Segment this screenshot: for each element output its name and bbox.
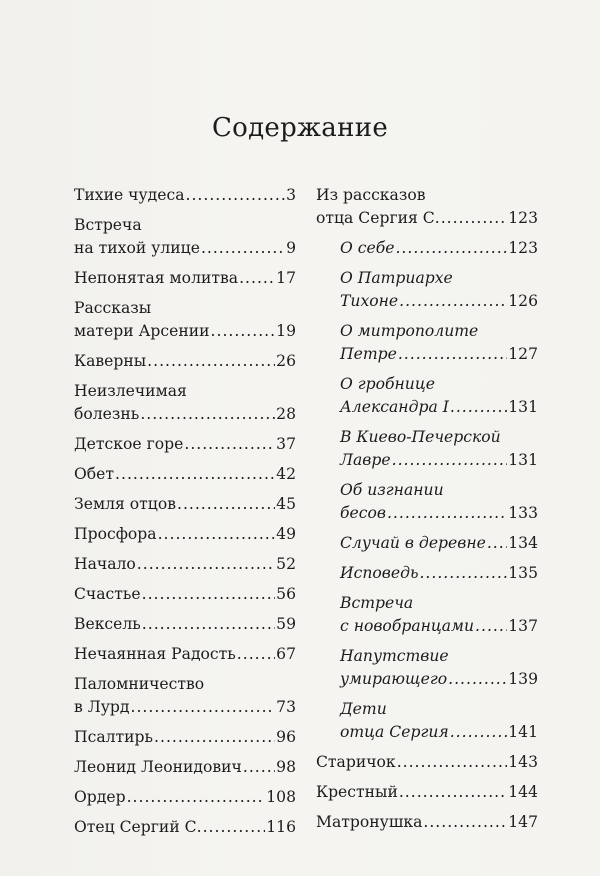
leader-dots <box>387 502 507 525</box>
toc-entry-row <box>74 726 296 749</box>
toc-entry-title-line: Встреча <box>74 216 142 234</box>
toc-entry <box>74 523 296 546</box>
toc-entry-row <box>74 553 296 576</box>
toc-page-number: 98 <box>276 758 296 776</box>
toc-entry-title-line: отца Сергия С. <box>316 209 440 227</box>
toc-entry <box>316 320 538 366</box>
toc-page-number: 42 <box>276 465 296 483</box>
toc-page-number: 123 <box>508 209 538 227</box>
toc-page-number: 137 <box>508 617 538 635</box>
toc-entry-row <box>74 433 296 456</box>
toc-entry-title-line: умирающего <box>340 670 448 688</box>
leader-dots <box>423 811 507 834</box>
toc-entry <box>316 426 538 472</box>
toc-entry-title-line: Земля отцов <box>74 495 176 513</box>
leader-dots <box>158 523 276 546</box>
toc-page-number: 143 <box>508 753 538 771</box>
toc-entry-row <box>316 751 538 774</box>
toc-entry <box>316 267 538 313</box>
toc-entry <box>74 756 296 779</box>
toc-entry-row <box>74 643 296 666</box>
leader-dots <box>243 756 275 779</box>
toc-page-number: 67 <box>276 645 296 663</box>
toc-entry-title-line: Об изгнании <box>340 481 444 499</box>
toc-page-number: 134 <box>508 534 538 552</box>
toc-entry-row <box>74 267 296 290</box>
toc-entry <box>74 673 296 719</box>
toc-entry <box>316 532 538 555</box>
toc-column-left <box>74 184 296 846</box>
toc-entry-row <box>340 562 538 585</box>
toc-entry-title-line: Детское горе <box>74 435 184 453</box>
toc-page-number: 49 <box>276 525 296 543</box>
toc-entry-title-line: Исповедь <box>340 564 419 582</box>
leader-dots <box>237 643 275 666</box>
toc-entry-row <box>340 290 538 313</box>
leader-dots <box>239 267 275 290</box>
toc-entry-title-line: Непонятая молитва <box>74 269 239 287</box>
toc-entry-row <box>340 237 538 260</box>
toc-page-number: 52 <box>276 555 296 573</box>
toc-entry <box>74 297 296 343</box>
page-title: Содержание <box>211 113 389 143</box>
toc-entry-title-line: Случай в деревне <box>340 534 486 552</box>
toc-entry <box>74 786 296 809</box>
toc-entry <box>74 553 296 576</box>
toc-entry <box>316 811 538 834</box>
leader-dots <box>399 290 507 313</box>
leader-dots <box>441 207 508 230</box>
leader-dots <box>392 449 508 472</box>
toc-entry-row <box>340 532 538 555</box>
toc-page-number: 135 <box>508 564 538 582</box>
toc-entry-row <box>340 721 538 744</box>
toc-entry-title-line: Ордер <box>74 788 126 806</box>
toc-page-number: 19 <box>276 322 296 340</box>
toc-entry-row <box>340 615 538 638</box>
toc-page-number: 17 <box>276 269 296 287</box>
toc-entry-title-line: матери Арсении <box>74 322 210 340</box>
toc-entry-title-line: О митрополите <box>340 322 479 340</box>
leader-dots <box>154 726 275 749</box>
toc-entry <box>74 214 296 260</box>
toc-entry <box>74 643 296 666</box>
toc-entry <box>316 479 538 525</box>
toc-entry-title-line: Встреча <box>340 594 414 612</box>
toc-entry <box>316 751 538 774</box>
toc-page-number: 116 <box>266 818 296 836</box>
toc-entry <box>316 781 538 804</box>
toc-entry-title-line: О гробнице <box>340 375 435 393</box>
toc-entry-title-line: Начало <box>74 555 136 573</box>
leader-dots <box>203 816 266 839</box>
toc-page-number: 37 <box>276 435 296 453</box>
leader-dots <box>450 396 507 419</box>
toc-entry-title-line: в Лурд <box>74 698 130 716</box>
toc-entry-title-line: Счастье <box>74 585 141 603</box>
leader-dots <box>131 696 276 719</box>
toc-page-number: 73 <box>276 698 296 716</box>
toc-entry <box>316 237 538 260</box>
toc-entry-title-line: бесов <box>340 504 386 522</box>
toc-entry-title-line: Матронушка <box>316 813 423 831</box>
toc-entry-row <box>74 350 296 373</box>
toc-entry <box>74 433 296 456</box>
toc-entry-title-line: Каверны <box>74 352 147 370</box>
toc-entry-title-line: Псалтирь <box>74 728 154 746</box>
toc-entry-row <box>74 320 296 343</box>
toc-entry <box>74 184 296 207</box>
toc-entry-title-line: Просфора <box>74 525 157 543</box>
toc-entry-title-line: Вексель <box>74 615 141 633</box>
toc-page-number: 141 <box>508 723 538 741</box>
toc-entry-title-line: Дети <box>340 700 387 718</box>
toc-entry-title-line: Рассказы <box>74 299 152 317</box>
leader-dots <box>397 751 508 774</box>
leader-dots <box>147 350 275 373</box>
toc-entry <box>316 698 538 744</box>
toc-entry-title-line: Леонид Леонидович <box>74 758 242 776</box>
toc-page-number: 133 <box>508 504 538 522</box>
toc-page-number: 3 <box>286 186 296 204</box>
toc-entry <box>74 267 296 290</box>
toc-entry-row <box>340 502 538 525</box>
toc-entry <box>316 373 538 419</box>
leader-dots <box>419 562 507 585</box>
toc-entry <box>74 380 296 426</box>
toc-entry <box>74 583 296 606</box>
toc-entry-row <box>316 781 538 804</box>
toc-entry-row <box>74 696 296 719</box>
leader-dots <box>211 320 276 343</box>
leader-dots <box>137 553 275 576</box>
toc-entry-title-line: О Патриархе <box>340 269 453 287</box>
leader-dots <box>395 237 507 260</box>
leader-dots <box>115 463 275 486</box>
toc-page-number: 96 <box>276 728 296 746</box>
toc-column-right <box>316 184 538 841</box>
leader-dots <box>398 343 507 366</box>
toc-page-number: 123 <box>508 239 538 257</box>
toc-entry-title-line: отца Сергия <box>340 723 449 741</box>
toc-page-number: 127 <box>508 345 538 363</box>
toc-page-number: 108 <box>266 788 296 806</box>
toc-entry-row <box>74 237 296 260</box>
toc-page-number: 139 <box>508 670 538 688</box>
leader-dots <box>201 237 285 260</box>
toc-entry <box>316 562 538 585</box>
toc-entry-row <box>340 449 538 472</box>
toc-entry <box>74 726 296 749</box>
toc-page-number: 45 <box>276 495 296 513</box>
toc-entry <box>74 350 296 373</box>
toc-entry-row <box>340 343 538 366</box>
toc-page-number: 131 <box>508 451 538 469</box>
toc-entry-title-line: с новобранцами <box>340 617 475 635</box>
toc-entry-title-line: на тихой улице <box>74 239 200 257</box>
toc-entry-title-line: Александра I <box>340 398 449 416</box>
toc-entry-title-line: В Киево-Печерской <box>340 428 501 446</box>
leader-dots <box>186 184 286 207</box>
leader-dots <box>142 613 275 636</box>
toc-entry-row <box>316 207 538 230</box>
toc-page-number: 9 <box>286 239 296 257</box>
leader-dots <box>184 433 275 456</box>
toc-page-number: 56 <box>276 585 296 603</box>
toc-entry-title-line: Нечаянная Радость <box>74 645 236 663</box>
toc-entry-title-line: Напутствие <box>340 647 449 665</box>
leader-dots <box>448 668 507 691</box>
toc-entry <box>74 493 296 516</box>
leader-dots <box>142 583 276 606</box>
leader-dots <box>399 781 507 804</box>
toc-entry <box>74 816 296 839</box>
toc-entry-title-line: Крестный <box>316 783 398 801</box>
toc-entry-row <box>74 613 296 636</box>
toc-entry-title-line: О себе <box>340 239 395 257</box>
toc-entry-title-line: Лавре <box>340 451 391 469</box>
toc-entry-row <box>74 816 296 839</box>
toc-entry <box>316 645 538 691</box>
toc-entry-title-line: Старичок <box>316 753 396 771</box>
leader-dots <box>475 615 507 638</box>
toc-entry-row <box>74 493 296 516</box>
leader-dots <box>140 403 275 426</box>
toc-entry-row <box>74 756 296 779</box>
leader-dots <box>177 493 275 516</box>
toc-entry-row <box>74 583 296 606</box>
toc-entry-row <box>74 184 296 207</box>
toc-entry-title-line: Паломничество <box>74 675 205 693</box>
toc-page-number: 131 <box>508 398 538 416</box>
toc-entry-row <box>316 811 538 834</box>
toc-entry-row <box>74 786 296 809</box>
toc-entry-row <box>74 523 296 546</box>
toc-entry-title-line: Отец Сергий С. <box>74 818 202 836</box>
toc-entry-row <box>340 668 538 691</box>
toc-entry-title-line: Тихие чудеса <box>74 186 185 204</box>
toc-page-number: 126 <box>508 292 538 310</box>
toc-page-number: 147 <box>508 813 538 831</box>
toc-entry-title-line: Тихоне <box>340 292 399 310</box>
toc-page-number: 26 <box>276 352 296 370</box>
toc-entry <box>316 184 538 230</box>
toc-entry-title-line: Обет <box>74 465 115 483</box>
toc-entry-title-line: Неизлечимая <box>74 382 187 400</box>
leader-dots <box>450 721 508 744</box>
toc-page-number: 28 <box>276 405 296 423</box>
toc-entry-title-line: болезнь <box>74 405 140 423</box>
toc-page-number: 59 <box>276 615 296 633</box>
toc-page-number: 144 <box>508 783 538 801</box>
toc-entry-row <box>340 396 538 419</box>
toc-entry <box>74 613 296 636</box>
leader-dots <box>487 532 507 555</box>
toc-entry-title-line: Петре <box>340 345 397 363</box>
toc-entry-title-line: Из рассказов <box>316 186 426 204</box>
toc-entry <box>74 463 296 486</box>
leader-dots <box>127 786 266 809</box>
toc-entry <box>316 592 538 638</box>
toc-entry-row <box>74 463 296 486</box>
toc-entry-row <box>74 403 296 426</box>
